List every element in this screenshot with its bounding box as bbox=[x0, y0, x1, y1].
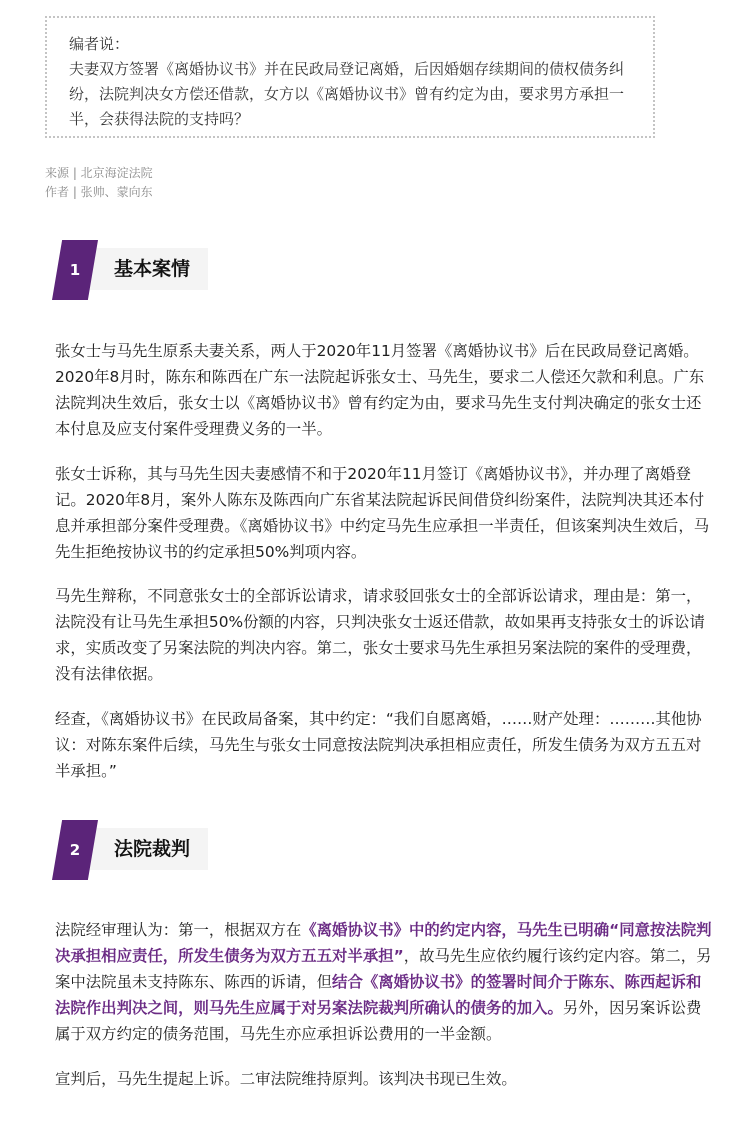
ruling-highlight: 结合《离婚协议书》的签署时间介于陈东、陈西起诉和法院作出判决之间，则马先生应属于对另案法院裁判所确认的债务的加入。 bbox=[55, 973, 702, 1017]
author-line: 作者 | 张帅、蒙向东 bbox=[45, 185, 153, 199]
ruling-text: 另外，因另案诉讼费属于双方约定的债务范围，马先生亦应承担诉讼费用的一半金额。 bbox=[55, 999, 702, 1043]
source-line: 来源 | 北京海淀法院 bbox=[45, 166, 153, 180]
section-heading-basic-facts bbox=[52, 240, 212, 300]
paragraph: 宣判后，马先生提起上诉。二审法院维持原判。该判决书现已生效。 bbox=[55, 1070, 517, 1088]
section-title: 法院裁判 bbox=[114, 838, 191, 860]
ruling-paragraph bbox=[55, 917, 715, 1047]
paragraph: 张女士诉称，其与马先生因夫妻感情不和于2020年11月签订《离婚协议书》，并办理了离婚登记。2020年8月，案外人陈东及陈西向广东省某法院起诉民间借贷纠纷案件，法院判决其还本付息并承担部分案件受理费。《离婚协议书》中约定马先生应承担一半责任，但该案判决生效后，马先生拒绝按协议书的约定承担50%判项内容。 bbox=[55, 465, 710, 561]
section-heading-court-ruling bbox=[52, 820, 212, 880]
section-number: 2 bbox=[69, 841, 81, 859]
paragraph: 马先生辩称，不同意张女士的全部诉讼请求，请求驳回张女士的全部诉讼请求，理由是：第一，法院没有让马先生承担50%份额的内容，只判决张女士返还借款，故如果再支持张女士的诉讼请求，实质改变了另案法院的判决内容。第二，张女士要求马先生承担另案法院的案件的受理费，没有法律依据。 bbox=[55, 587, 705, 683]
paragraph: 张女士与马先生原系夫妻关系，两人于2020年11月签署《离婚协议书》后在民政局登记离婚。2020年8月时，陈东和陈西在广东一法院起诉张女士、马先生，要求二人偿还欠款和利息。广东法院判决生效后，张女士以《离婚协议书》曾有约定为由，要求马先生支付判决确定的张女士还本付息及应支付案件受理费义务的一半。 bbox=[55, 342, 705, 438]
ruling-text: ，故马先生应依约履行该约定内容。第二，另案中法院虽未支持陈东、陈西的诉请，但 bbox=[55, 947, 712, 991]
ruling-highlight: 《离婚协议书》中的约定内容，马先生已明确“同意按法院判决承担相应责任，所发生债务为双方五五对半承担” bbox=[55, 921, 712, 965]
ruling-text: 法院经审理认为：第一，根据双方在 bbox=[55, 921, 302, 939]
section-title: 基本案情 bbox=[114, 258, 191, 280]
editor-note-text: 夫妻双方签署《离婚协议书》并在民政局登记离婚，后因婚姻存续期间的债权债务纠纷，法院判决女方偿还借款，女方以《离婚协议书》曾有约定为由，要求男方承担一半，会获得法院的支持吗？ bbox=[69, 60, 625, 128]
editor-note-label: 编者说： bbox=[69, 35, 130, 53]
section-number: 1 bbox=[69, 261, 81, 279]
editor-note-box bbox=[45, 16, 655, 138]
paragraph: 经查，《离婚协议书》在民政局备案，其中约定：“我们自愿离婚，……财产处理：………其他协议：对陈东案件后续，马先生与张女士同意按法院判决承担相应责任，所发生债务为双方五五对半承担。” bbox=[55, 710, 702, 780]
